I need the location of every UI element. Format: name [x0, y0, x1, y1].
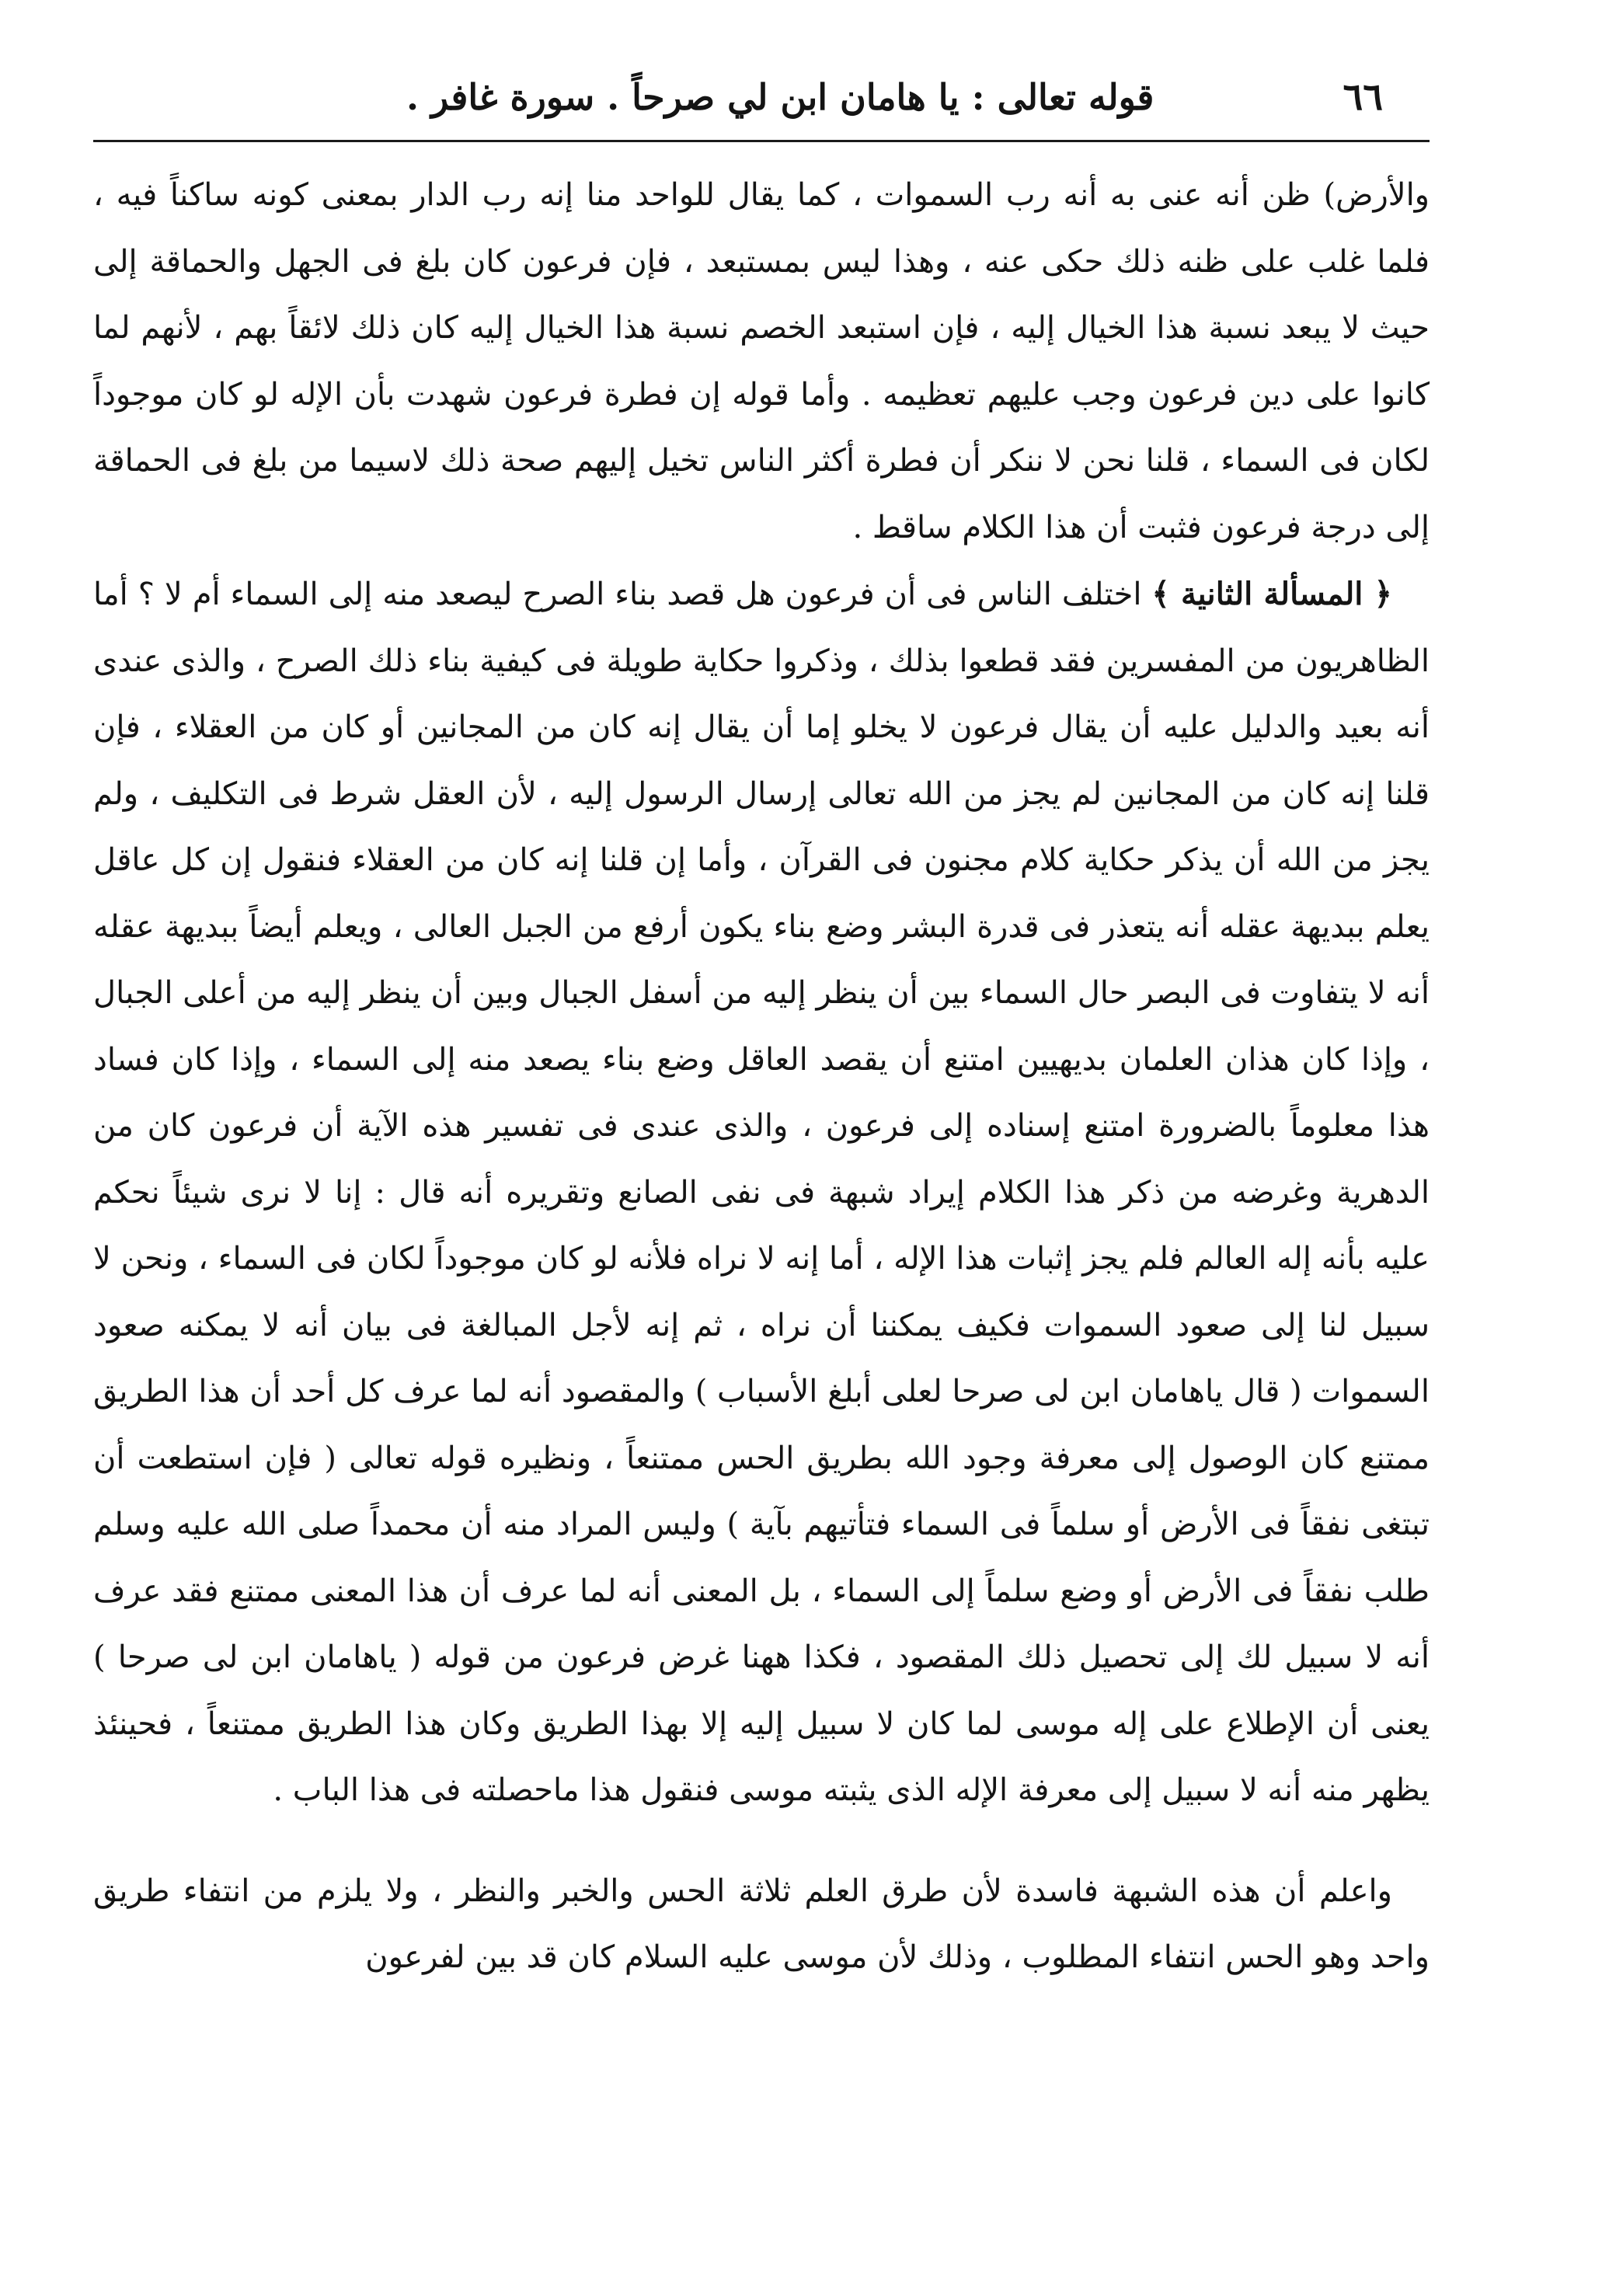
- running-title: قوله تعالى : يا هامان ابن لي صرحاً . سورة غافر .: [406, 76, 1154, 118]
- book-page: [93, 54, 1430, 2253]
- page-header: [93, 54, 1430, 142]
- paragraph-text: والأرض) ظن أنه عنى به أنه رب السموات ، كما يقال للواحد منا إنه رب الدار بمعنى كونه ساكناً فيه ، فلما غلب على ظنه ذلك حكى عنه ، وهذا ليس بمستبعد ، فإن فرعون كان بلغ فى الجهل والحماقة إلى حيث لا يبعد نسبة هذا الخيال إليه ، فإن استبعد الخصم نسبة هذا الخيال إليه كان ذلك لائقاً بهم ، لأنهم لما كانوا على دين فرعون وجب عليهم تعظيمه . وأما قوله إن فطرة فرعون شهدت بأن الإله لو كان موجوداً لكان فى السماء ، قلنا نحن لا ننكر أن فطرة أكثر الناس تخيل إليهم صحة ذلك لاسيما من بلغ فى الحماقة إلى درجة فرعون فثبت أن هذا الكلام ساقط .: [93, 177, 1430, 545]
- paragraph: [93, 162, 1430, 561]
- body-text: [93, 162, 1430, 1991]
- section-label: ﴿ المسألة الثانية ﴾: [1151, 576, 1392, 612]
- paragraph: [93, 561, 1430, 1824]
- paragraph-text: اختلف الناس فى أن فرعون هل قصد بناء الصرح ليصعد منه إلى السماء أم لا ؟ أما الظاهريون من المفسرين فقد قطعوا بذلك ، وذكروا حكاية طويلة فى كيفية بناء ذلك الصرح ، والذى عندى أنه بعيد والدليل عليه أن يقال فرعون لا يخلو إما أن يقال إنه كان من المجانين أو كان من العقلاء ، فإن قلنا إنه كان من المجانين لم يجز من الله تعالى إرسال الرسول إليه ، لأن العقل شرط فى التكليف ، ولم يجز من الله أن يذكر حكاية كلام مجنون فى القرآن ، وأما إن قلنا إنه كان من العقلاء فنقول إن كل عاقل يعلم ببديهة عقله أنه يتعذر فى قدرة البشر وضع بناء يكون أرفع من الجبل العالى ، ويعلم أيضاً ببديهة عقله أنه لا يتفاوت فى البصر حال السماء بين أن ينظر إليه من أسفل الجبال وبين أن ينظر إليه من أعلى الجبال ، وإذا كان هذان العلمان بديهيين امتنع أن يقصد العاقل وضع بناء يصعد منه إلى السماء ، وإذا كان فساد هذا معلوماً بالضرورة امتنع إسناده إلى فرعون ، والذى عندى فى تفسير هذه الآية أن فرعون كان من الدهرية وغرضه من ذكر هذا الكلام إيراد شبهة فى نفى الصانع وتقريره أنه قال : إنا لا نرى شيئاً نحكم عليه بأنه إله العالم فلم يجز إثبات هذا الإله ، أما إنه لا نراه فلأنه لو كان موجوداً لكان فى السماء ، ونحن لا سبيل لنا إلى صعود السموات فكيف يمكننا أن نراه ، ثم إنه لأجل المبالغة فى بيان أنه لا يمكنه صعود السموات ( قال ياهامان ابن لى صرحا لعلى أبلغ الأسباب ) والمقصود أنه لما عرف كل أحد أن هذا الطريق ممتنع كان الوصول إلى معرفة وجود الله بطريق الحس ممتنعاً ، ونظيره قوله تعالى ( فإن استطعت أن تبتغى نفقاً فى الأرض أو سلماً فى السماء فتأتيهم بآية ) وليس المراد منه أن محمداً صلى الله عليه وسلم طلب نفقاً فى الأرض أو وضع سلماً إلى السماء ، بل المعنى أنه لما عرف أن هذا المعنى ممتنع فقد عرف أنه لا سبيل لك إلى تحصيل ذلك المقصود ، فكذا ههنا غرض فرعون من قوله ( ياهامان ابن لى صرحا ) يعنى أن الإطلاع على إله موسى لما كان لا سبيل إليه إلا بهذا الطريق وكان هذا الطريق ممتنعاً ، فحينئذ يظهر منه أنه لا سبيل إلى معرفة الإله الذى يثبته موسى فنقول هذا ماحصلته فى هذا الباب .: [93, 577, 1430, 1808]
- page-number: ٦٦: [1343, 75, 1383, 119]
- paragraph: [93, 1859, 1430, 1991]
- paragraph-text: واعلم أن هذه الشبهة فاسدة لأن طرق العلم ثلاثة الحس والخبر والنظر ، ولا يلزم من انتفاء طريق واحد وهو الحس انتفاء المطلوب ، وذلك لأن موسى عليه السلام كان قد بين لفرعون: [93, 1873, 1430, 1975]
